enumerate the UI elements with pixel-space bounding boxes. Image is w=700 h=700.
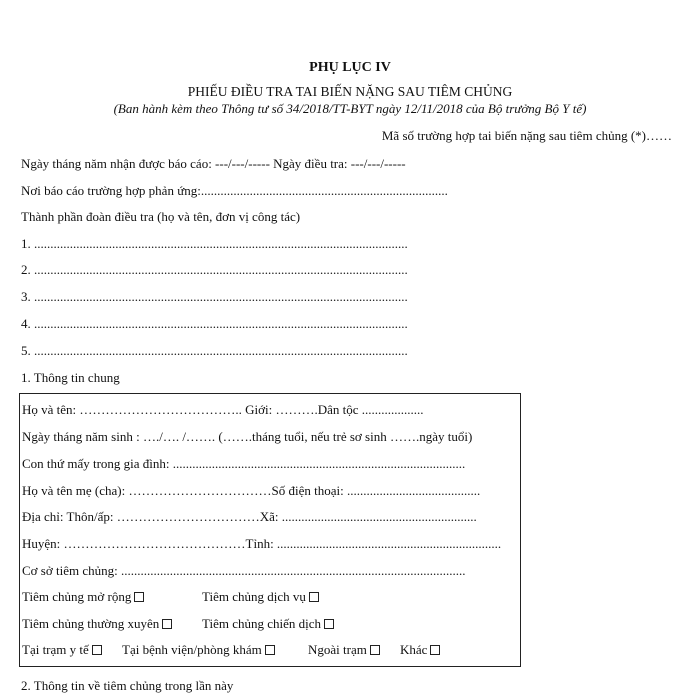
option-health-station-checkbox[interactable] <box>92 645 102 655</box>
option-service-checkbox[interactable] <box>309 592 319 602</box>
schedule-options-row <box>22 616 334 632</box>
district-row[interactable]: Huyện: ……………………………………Tỉnh: ..................................................................... <box>22 536 502 551</box>
option-other[interactable] <box>400 642 440 658</box>
child-order-row[interactable]: Con thứ mấy trong gia đình: .......................................................................................... <box>22 456 466 471</box>
option-outside-station-label: Ngoài trạm <box>308 642 367 657</box>
option-epi-label: Tiêm chủng mở rộng <box>22 589 132 604</box>
dob-row[interactable]: Ngày tháng năm sinh : …./…. /……. (…….tháng tuổi, nếu trẻ sơ sinh …….ngày tuổi) <box>22 429 473 444</box>
option-hospital-checkbox[interactable] <box>265 645 275 655</box>
program-options-row <box>22 589 319 605</box>
facility-row[interactable]: Cơ sở tiêm chủng: .......................................................................................................... <box>22 563 466 578</box>
section-general-info-heading: 1. Thông tin chung <box>21 370 120 385</box>
address-row[interactable]: Địa chỉ: Thôn/ấp: ……………………………Xã: ............................................................ <box>22 509 477 524</box>
form-title: PHIẾU ĐIỀU TRA TAI BIẾN NẶNG SAU TIÊM CHỦNG <box>187 84 513 99</box>
option-service[interactable] <box>202 589 319 605</box>
option-other-checkbox[interactable] <box>430 645 440 655</box>
appendix-title: PHỤ LỤC IV <box>309 60 391 75</box>
option-routine-label: Tiêm chủng thường xuyên <box>22 616 160 631</box>
option-service-label: Tiêm chủng dịch vụ <box>202 589 306 604</box>
report-dates-field[interactable]: Ngày tháng năm nhận được báo cáo: ---/---/----- Ngày điều tra: ---/---/----- <box>21 156 406 171</box>
option-other-label: Khác <box>400 642 428 657</box>
option-campaign[interactable] <box>202 616 334 632</box>
team-member-line-4[interactable]: 4. ................................................................................................................... <box>21 316 408 331</box>
case-code-field[interactable]: Mã số trường hợp tai biến nặng sau tiêm chủng (*)…… <box>381 128 672 143</box>
option-outside-station-checkbox[interactable] <box>370 645 380 655</box>
option-campaign-label: Tiêm chủng chiến dịch <box>202 616 322 631</box>
option-epi[interactable] <box>22 589 202 605</box>
team-member-line-2[interactable]: 2. ................................................................................................................... <box>21 262 408 277</box>
team-member-line-3[interactable]: 3. ................................................................................................................... <box>21 289 408 304</box>
option-health-station[interactable] <box>22 642 122 658</box>
option-campaign-checkbox[interactable] <box>324 619 334 629</box>
section-vaccination-heading: 2. Thông tin về tiêm chủng trong lần này <box>21 678 234 693</box>
option-health-station-label: Tại trạm y tế <box>22 642 89 657</box>
team-member-line-1[interactable]: 1. ................................................................................................................... <box>21 236 408 251</box>
team-label: Thành phần đoàn điều tra (họ và tên, đơn vị công tác) <box>21 209 301 224</box>
name-row[interactable]: Họ và tên: ……………………………….. Giới: ……….Dân tộc ................... <box>22 402 424 417</box>
option-epi-checkbox[interactable] <box>134 592 144 602</box>
option-outside-station[interactable] <box>308 642 400 658</box>
report-place-field[interactable]: Nơi báo cáo trường hợp phản ứng:............................................................................ <box>21 183 448 198</box>
option-routine-checkbox[interactable] <box>162 619 172 629</box>
parent-row[interactable]: Họ và tên mẹ (cha): ……………………………Số điện thoại: ......................................... <box>22 483 481 498</box>
team-member-line-5[interactable]: 5. ................................................................................................................... <box>21 343 408 358</box>
location-options-row <box>22 642 440 658</box>
option-hospital-label: Tại bệnh viện/phòng khám <box>122 642 262 657</box>
option-routine[interactable] <box>22 616 202 632</box>
general-info-box <box>19 393 521 667</box>
issued-by-note: (Ban hành kèm theo Thông tư số 34/2018/TT-BYT ngày 12/11/2018 của Bộ trưởng Bộ Y tế) <box>113 101 587 116</box>
option-hospital[interactable] <box>122 642 308 658</box>
